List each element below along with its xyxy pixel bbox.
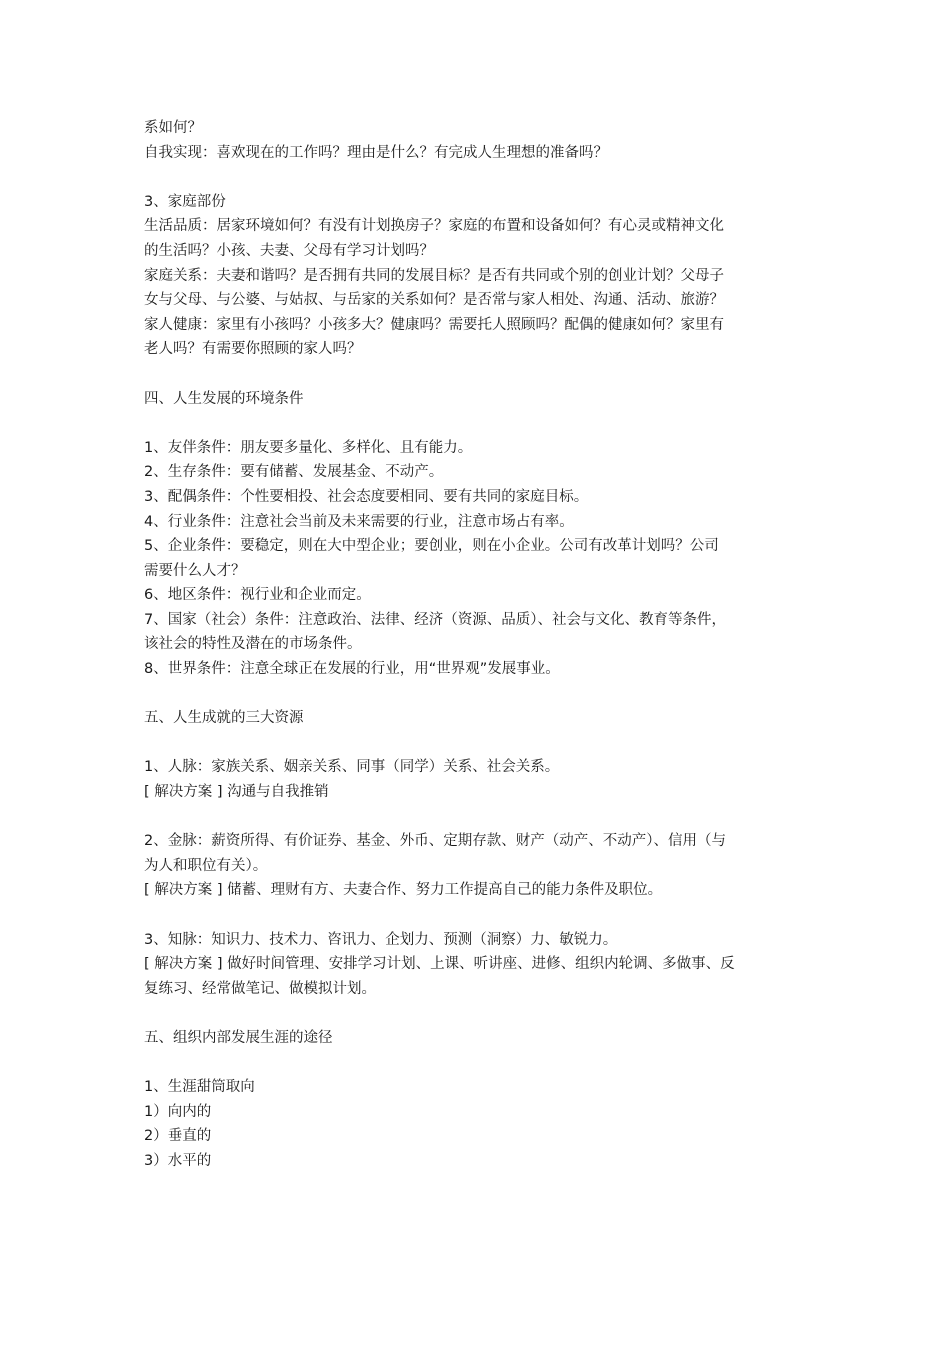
document-body: [144, 116, 764, 1174]
list-item: 2、金脉：薪资所得、有价证券、基金、外币、定期存款、财产（动产、不动产）、信用（与: [144, 833, 726, 850]
text-line: 自我实现：喜欢现在的工作吗？理由是什么？有完成人生理想的准备吗？: [144, 144, 608, 161]
list-item-continuation: 该社会的特性及潜在的市场条件。: [144, 636, 362, 653]
section-heading: 五、人生成就的三大资源: [144, 710, 304, 727]
section-heading: 五、组织内部发展生涯的途径: [144, 1029, 333, 1046]
blank-line: [144, 362, 764, 387]
sub-list-item: 3）水平的: [144, 1152, 212, 1169]
text-line: 家庭关系：夫妻和谐吗？是否拥有共同的发展目标？是否有共同或个别的创业计划？父母子: [144, 267, 724, 284]
text-line: 家人健康：家里有小孩吗？小孩多大？健康吗？需要托人照顾吗？配偶的健康如何？家里有: [144, 316, 724, 333]
list-item-continuation: 需要什么人才？: [144, 562, 246, 579]
section-heading: 四、人生发展的环境条件: [144, 390, 304, 407]
blank-line: [144, 165, 764, 190]
list-item: 2、生存条件：要有储蓄、发展基金、不动产。: [144, 464, 444, 481]
list-item: 3、知脉：知识力、技术力、咨讯力、企划力、预测（洞察）力、敏锐力。: [144, 931, 618, 948]
text-line: 女与父母、与公婆、与姑叔、与岳家的关系如何？是否常与家人相处、沟通、活动、旅游？: [144, 292, 724, 309]
list-item: 6、地区条件：视行业和企业而定。: [144, 587, 371, 604]
section-heading: 3、家庭部份: [144, 193, 226, 210]
text-line: 老人吗？有需要你照顾的家人吗？: [144, 341, 362, 358]
list-item: 8、世界条件：注意全球正在发展的行业，用“世界观”发展事业。: [144, 661, 560, 678]
list-item: 7、国家（社会）条件：注意政治、法律、经济（资源、品质）、社会与文化、教育等条件，: [144, 611, 726, 628]
blank-line: [144, 1051, 764, 1076]
sub-list-item: 1）向内的: [144, 1103, 212, 1120]
sub-list-item: 2）垂直的: [144, 1128, 212, 1145]
text-line: 系如何？: [144, 120, 202, 136]
blank-line: [144, 731, 764, 756]
list-item: 1、友伴条件：朋友要多量化、多样化、且有能力。: [144, 439, 473, 456]
text-line: 生活品质：居家环境如何？有没有计划换房子？家庭的布置和设备如何？有心灵或精神文化: [144, 218, 724, 235]
solution-line: [ 解决方案 ] 做好时间管理、安排学习计划、上课、听讲座、进修、组织内轮调、多做事、反: [144, 956, 735, 973]
solution-line: [ 解决方案 ] 沟通与自我推销: [144, 784, 329, 801]
text-line: 的生活吗？小孩、夫妻、父母有学习计划吗？: [144, 242, 434, 259]
list-item: 1、生涯甜筒取向: [144, 1079, 255, 1096]
list-item-continuation: 为人和职位有关）。: [144, 857, 268, 874]
list-item: 4、行业条件：注意社会当前及未来需要的行业，注意市场占有率。: [144, 513, 574, 530]
solution-line-continuation: 复练习、经常做笔记、做模拟计划。: [144, 980, 376, 997]
blank-line: [144, 682, 764, 707]
list-item: 5、企业条件：要稳定，则在大中型企业；要创业，则在小企业。公司有改革计划吗？公司: [144, 538, 719, 555]
blank-line: [144, 411, 764, 436]
solution-line: [ 解决方案 ] 储蓄、理财有方、夫妻合作、努力工作提高自己的能力条件及职位。: [144, 882, 663, 899]
blank-line: [144, 1001, 764, 1026]
blank-line: [144, 805, 764, 830]
list-item: 1、人脉：家族关系、姻亲关系、同事（同学）关系、社会关系。: [144, 759, 560, 776]
list-item: 3、配偶条件：个性要相投、社会态度要相同、要有共同的家庭目标。: [144, 488, 589, 505]
blank-line: [144, 903, 764, 928]
